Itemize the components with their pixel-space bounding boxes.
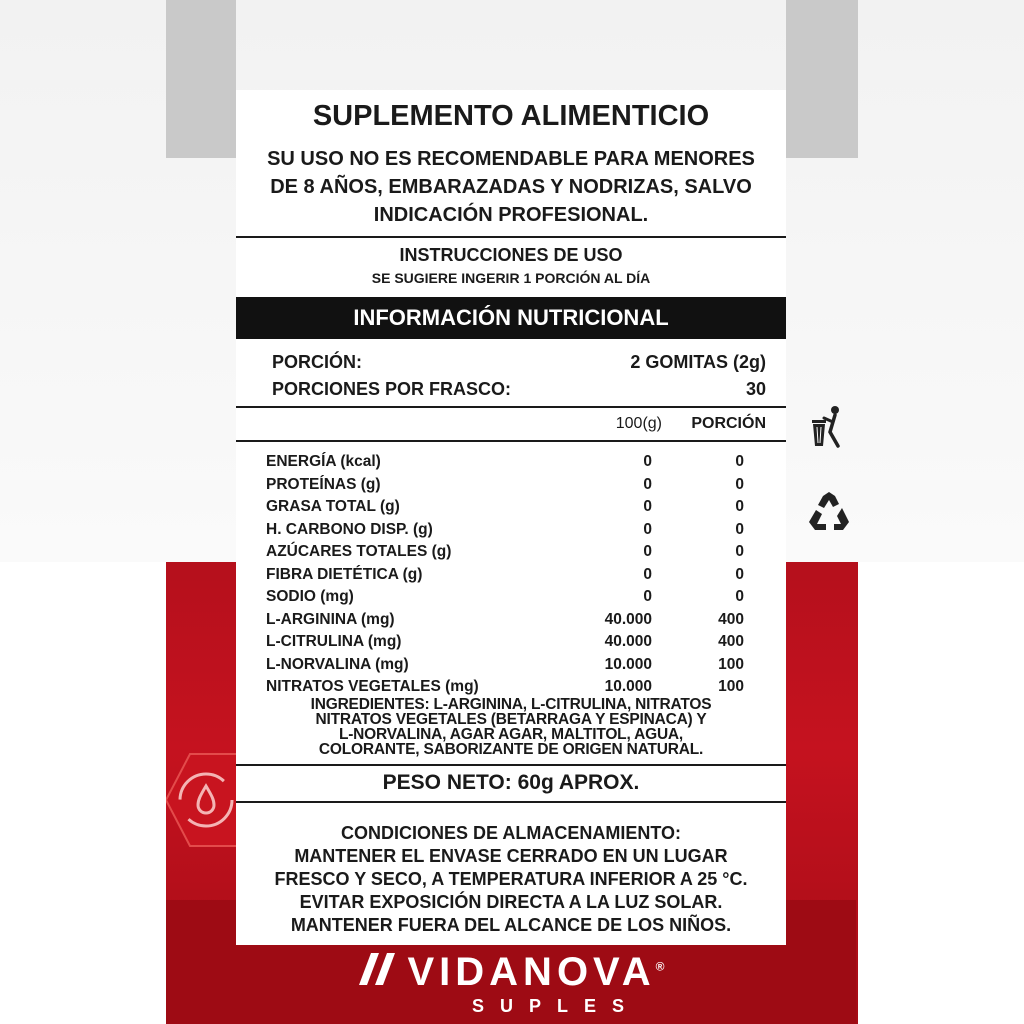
divider: [236, 764, 786, 766]
value-100g: 0: [643, 520, 652, 538]
nutrient-label: L-ARGININA (mg): [266, 610, 395, 628]
net-weight: PESO NETO: 60g APROX.: [382, 771, 640, 794]
nutrition-title: INFORMACIÓN NUTRICIONAL: [236, 297, 786, 339]
gray-block-left: [166, 0, 236, 158]
value-100g: 0: [643, 453, 652, 470]
nutrition-row: [266, 498, 756, 520]
value-portion: 0: [735, 498, 744, 515]
value-portion: 400: [718, 633, 744, 650]
brand-name: VIDANOVA: [407, 950, 656, 994]
brand-subtitle: SUPLES: [471, 996, 641, 1016]
nutrient-label: H. CARBONO DISP. (g): [266, 520, 433, 538]
warning-line-2: DE 8 AÑOS, EMBARAZADAS Y NODRIZAS, SALVO: [270, 176, 752, 198]
servings-label: PORCIONES POR FRASCO:: [272, 379, 512, 399]
nutrient-label: L-CITRULINA (mg): [266, 633, 402, 650]
value-100g: 0: [643, 565, 652, 583]
value-100g: 0: [643, 543, 652, 560]
nutrition-row: [266, 566, 756, 588]
storage-line: FRESCO Y SECO, A TEMPERATURA INFERIOR A 25 °C.: [274, 869, 748, 889]
value-100g: 40.000: [604, 610, 652, 628]
divider: [236, 236, 786, 238]
column-header-100g: 100(g): [615, 415, 662, 432]
portion-label: PORCIÓN:: [272, 352, 362, 372]
value-portion: 0: [735, 543, 744, 560]
brand-mark-icon: [357, 951, 401, 997]
value-portion: 100: [718, 678, 744, 695]
instructions-text: SE SUGIERE INGERIR 1 PORCIÓN AL DÍA: [371, 270, 651, 286]
nutrition-row: [266, 521, 756, 543]
servings-value: 30: [745, 379, 766, 399]
divider: [236, 801, 786, 803]
nutrient-label: PROTEÍNAS (g): [266, 475, 381, 493]
nutrition-row: [266, 633, 756, 655]
value-100g: 0: [643, 475, 652, 493]
nutrition-row: [266, 611, 756, 633]
storage-title: CONDICIONES DE ALMACENAMIENTO:: [340, 823, 681, 843]
ingredients-line: L-NORVALINA, AGAR AGAR, MALTITOL, AGUA,: [338, 726, 684, 743]
brand-logo: [236, 950, 786, 997]
nutrient-label: L-NORVALINA (mg): [266, 655, 409, 673]
warning-line-3: INDICACIÓN PROFESIONAL.: [373, 204, 649, 226]
ingredients-line: NITRATOS VEGETALES (BETARRAGA Y ESPINACA) Y: [315, 711, 707, 728]
instructions-title: INSTRUCCIONES DE USO: [399, 245, 623, 265]
nutrient-label: NITRATOS VEGETALES (mg): [266, 678, 479, 695]
warning-line-1: SU USO NO ES RECOMENDABLE PARA MENORES: [267, 148, 755, 170]
value-100g: 10.000: [604, 678, 652, 695]
value-portion: 0: [735, 588, 744, 605]
divider: [236, 406, 786, 408]
value-100g: 10.000: [604, 655, 652, 673]
value-portion: 0: [735, 475, 744, 493]
nutrient-label: AZÚCARES TOTALES (g): [266, 543, 452, 560]
value-portion: 100: [718, 655, 744, 673]
value-100g: 0: [643, 498, 652, 515]
value-portion: 0: [735, 565, 744, 583]
value-portion: 0: [735, 453, 744, 470]
divider: [236, 440, 786, 442]
portion-value: 2 GOMITAS (2g): [630, 352, 766, 372]
nutrient-label: SODIO (mg): [266, 588, 354, 605]
registered-mark: ®: [655, 959, 665, 974]
nutrition-row: [266, 588, 756, 610]
storage-line: EVITAR EXPOSICIÓN DIRECTA A LA LUZ SOLAR.: [299, 892, 723, 912]
ingredients-line: COLORANTE, SABORIZANTE DE ORIGEN NATURAL.: [318, 741, 704, 758]
recycle-icon: [806, 490, 852, 534]
margin-right: [858, 562, 1024, 1024]
storage-line: MANTENER EL ENVASE CERRADO EN UN LUGAR: [294, 846, 728, 866]
value-100g: 0: [643, 588, 652, 605]
trash-bin-icon: [808, 404, 848, 452]
nutrition-row: [266, 656, 756, 678]
margin-left: [0, 562, 166, 1024]
nutrient-label: GRASA TOTAL (g): [266, 498, 400, 515]
value-100g: 40.000: [604, 633, 652, 650]
nutrition-row: [266, 476, 756, 498]
value-portion: 0: [735, 520, 744, 538]
value-portion: 400: [718, 610, 744, 628]
column-header-portion: PORCIÓN: [691, 415, 766, 432]
page-title: SUPLEMENTO ALIMENTICIO: [312, 100, 710, 132]
nutrition-row: [266, 543, 756, 565]
nutrient-label: ENERGÍA (kcal): [266, 453, 381, 470]
gray-block-right: [786, 0, 858, 158]
nutrient-label: FIBRA DIETÉTICA (g): [266, 565, 423, 583]
ingredients-line: INGREDIENTES: L-ARGININA, L-CITRULINA, NITRATOS: [310, 696, 712, 713]
nutrition-row: [266, 453, 756, 475]
storage-line: MANTENER FUERA DEL ALCANCE DE LOS NIÑOS.: [290, 915, 732, 935]
